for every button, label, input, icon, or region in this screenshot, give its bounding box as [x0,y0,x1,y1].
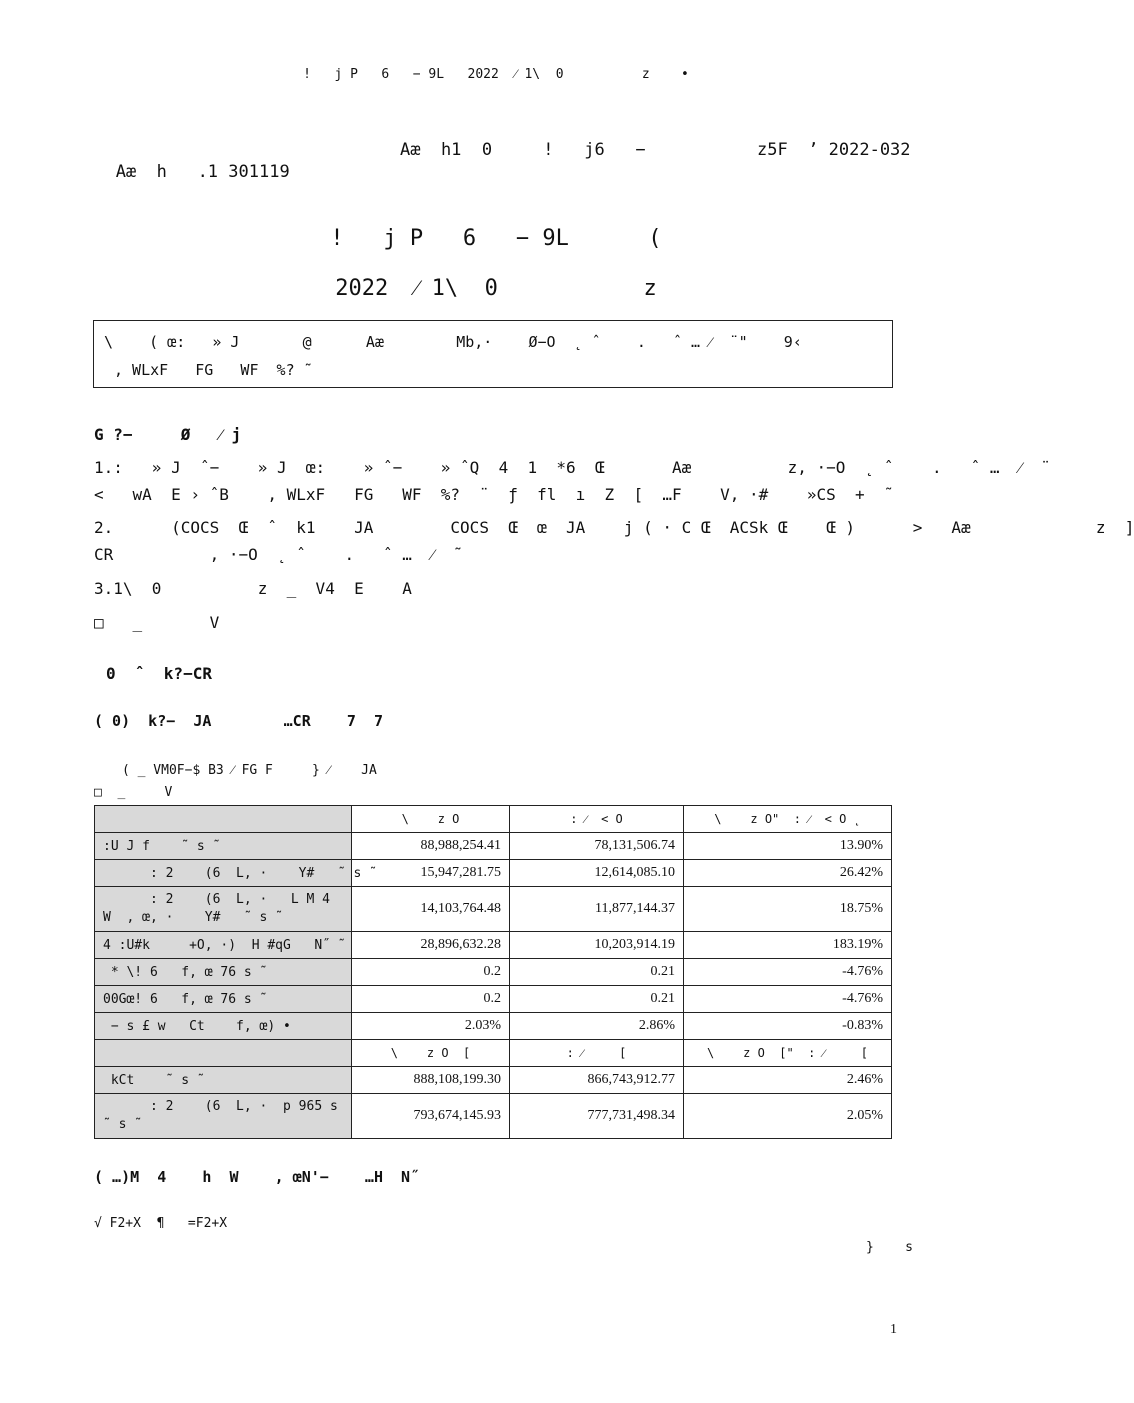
running-header: ! j P 6 − 9L 2022 ⁄ 1\ 0 z • [303,67,689,82]
row-value-change: 2.05% [684,1094,892,1139]
item-1-line1: 1.: » J ˆ− » J œ: » ˆ− » ˆQ 4 1 *6 Œ Aæ z, ·−O ˛ ˆ . ˆ … ⁄ ¨ [94,458,1051,477]
table-header-row [95,806,892,833]
row-value-current: 28,896,632.28 [352,932,510,959]
announcement-number: z5F ʼ 2022-032 [757,140,911,160]
table-subheader-col1: \ z O [ [352,1040,510,1067]
row-value-prior: 2.86% [510,1013,684,1040]
row-value-change: 26.42% [684,860,892,887]
row-value-prior: 12,614,085.10 [510,860,684,887]
stock-short-name: Aæ h1 0 ! j6 − [400,140,646,160]
row-label: : 2 (6 L, · Y# ˜ s ˜ [95,860,352,887]
section-heading-2: 0 ˆ k?−CR [106,664,212,683]
financial-data-table [94,805,892,1139]
page-number: 1 [890,1322,897,1337]
table-row [95,1013,892,1040]
row-label: : 2 (6 L, · L M 4 W , œ, · Y# ˜ s ˜ [95,887,352,932]
row-label: 00Gœ! 6 f, œ 76 s ˜ [95,986,352,1013]
row-value-current: 15,947,281.75 [352,860,510,887]
row-value-current: 14,103,764.48 [352,887,510,932]
row-value-prior: 10,203,914.19 [510,932,684,959]
row-value-prior: 78,131,506.74 [510,833,684,860]
item-3: 3.1\ 0 z _ V4 E A [94,579,412,598]
item-2-line2: CR , ·−O ˛ ˆ . ˆ … ⁄ ˜ [94,545,463,564]
row-value-current: 793,674,145.93 [352,1094,510,1139]
table-row [95,833,892,860]
table-header-blank [95,806,352,833]
subsection-heading-1: ( 0) k?− JA …CR 7 7 [94,712,383,730]
table-row [95,1094,892,1139]
row-label: − s £ w Ct f, œ) • [95,1013,352,1040]
row-value-change: 13.90% [684,833,892,860]
row-label: : 2 (6 L, · p 965 s ˜ s ˜ [95,1094,352,1139]
table-row [95,932,892,959]
stock-code [94,140,290,182]
document-title-line1: ! j P 6 − 9L ( [330,226,662,251]
table-row [95,959,892,986]
row-value-current: 0.2 [352,959,510,986]
disclaimer-box [93,320,893,388]
table-subheader-col2: : ⁄ [ [510,1040,684,1067]
row-label: 4 :U#k +O, ·) H #qG N˝ ˜ [95,932,352,959]
checkbox-line: √ F2+X ¶ =F2+X [94,1216,228,1231]
subsection-heading-2: ( …)M 4 h W , œN'− …H N˝ [94,1168,420,1186]
row-label: kCt ˜ s ˜ [95,1067,352,1094]
row-label: :U J f ˜ s ˜ [95,833,352,860]
table-row [95,1067,892,1094]
table-row [95,860,892,887]
unit-note-line1: ( _ VM0F−$ B3 ⁄ FG F } ⁄ JA [122,763,377,778]
row-value-change: 183.19% [684,932,892,959]
row-value-change: -4.76% [684,959,892,986]
row-value-change: -0.83% [684,1013,892,1040]
row-value-change: -4.76% [684,986,892,1013]
table-subheader-blank [95,1040,352,1067]
unit-note-line2: □ _ V [94,785,173,800]
row-value-current: 88,988,254.41 [352,833,510,860]
row-value-change: 2.46% [684,1067,892,1094]
table-header-col3: \ z O" : ⁄ < O ˛ [684,806,892,833]
section-heading-1: G ?− Ø ⁄ j [94,425,242,444]
stock-code-text: Aæ h .1 301119 [115,162,290,182]
row-value-prior: 866,743,912.77 [510,1067,684,1094]
table-subheader-row [95,1040,892,1067]
row-value-current: 888,108,199.30 [352,1067,510,1094]
table-subheader-col3: \ z O [" : ⁄ [ [684,1040,892,1067]
row-value-prior: 0.21 [510,959,684,986]
row-value-current: 0.2 [352,986,510,1013]
document-title-line2: 2022 ⁄ 1\ 0 z [335,276,657,301]
item-2-line1: 2. (COCS Œ ˆ k1 JA COCS Œ œ JA j ( · C Œ ACSk Œ Œ ) > Aæ z ] [94,518,1134,537]
row-value-prior: 777,731,498.34 [510,1094,684,1139]
table-row [95,887,892,932]
table-header-col2: : ⁄ < O [510,806,684,833]
row-label: * \! 6 f, œ 76 s ˜ [95,959,352,986]
unit-note-right: } s [866,1240,913,1255]
item-4: □ _ V [94,613,220,632]
table-header-col1: \ z O [352,806,510,833]
row-value-prior: 0.21 [510,986,684,1013]
disclaimer-line2: , WLxF FG WF %? ˜ [114,361,313,379]
row-value-prior: 11,877,144.37 [510,887,684,932]
disclaimer-line1: \ ( œ: » J @ Aæ Mb,· Ø−O ˛ ˆ . ˆ … ⁄ ¨" 9‹ [104,333,802,351]
table-row [95,986,892,1013]
row-value-change: 18.75% [684,887,892,932]
item-1-line2: < wA E › ˆB , WLxF FG WF %? ¨ ƒ fl ı Z [ …F V, ·# »CS + ˜ [94,485,894,504]
row-value-current: 2.03% [352,1013,510,1040]
